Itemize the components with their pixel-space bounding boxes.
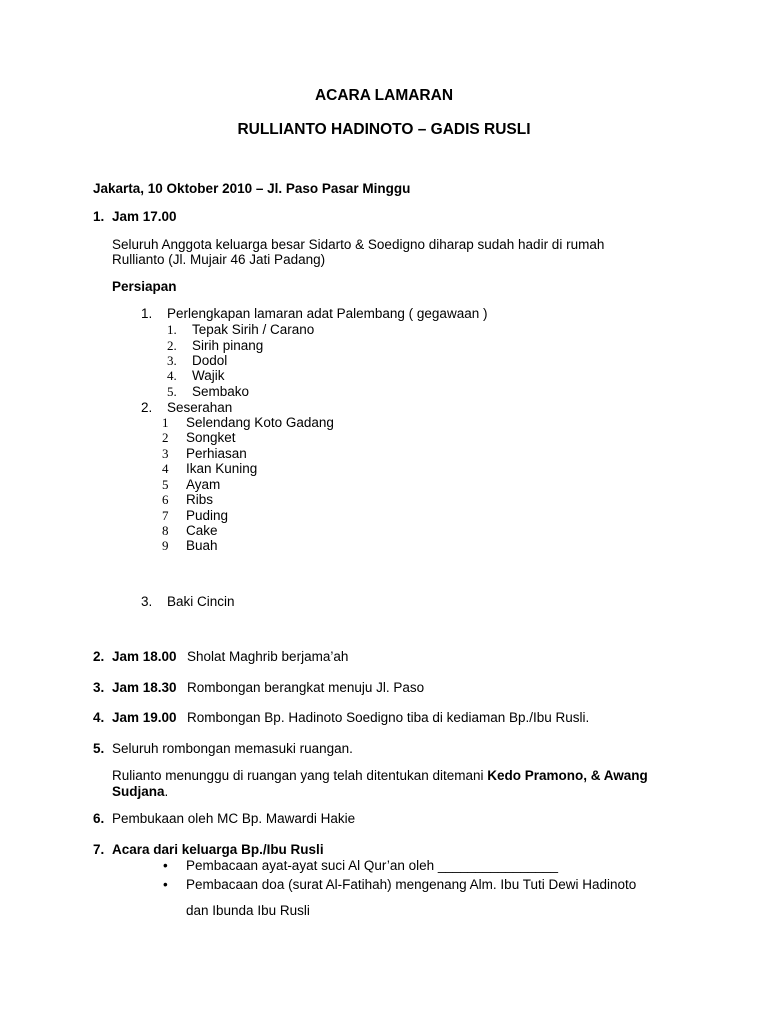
seserahan-number: 8 [162,523,169,538]
location-line: Jakarta, 10 Oktober 2010 – Jl. Paso Pasar Minggu [93,181,411,196]
gegawaan-item: Sirih pinang [192,338,264,353]
seserahan-item: Ribs [186,492,214,507]
section-7-bullet-2: Pembacaan doa (surat Al-Fatihah) mengenang Alm. Ibu Tuti Dewi Hadinoto [186,877,637,892]
section-1-number: 1. [93,209,105,224]
seserahan-item: Perhiasan [186,446,247,461]
section-1-time: Jam 17.00 [112,209,177,224]
section-4-text: Rombongan Bp. Hadinoto Soedigno tiba di kediaman Bp./Ibu Rusli. [187,710,590,725]
section-5-text: Seluruh rombongan memasuki ruangan. [112,741,353,756]
seserahan-number: 4 [162,461,169,476]
seserahan-number: 5 [162,477,169,492]
section-5-paragraph-line-1 [112,768,648,784]
seserahan-item: Ayam [186,477,221,492]
prep-item-label: Baki Cincin [167,594,235,609]
section-6-text: Pembukaan oleh MC Bp. Mawardi Hakie [112,811,356,826]
section-3-time: Jam 18.30 [112,680,177,695]
gegawaan-number: 4. [167,368,177,383]
section-2-text: Sholat Maghrib berjama’ah [187,649,349,664]
prep-item-label: Seserahan [167,400,233,415]
prep-item-number: 3. [141,594,153,609]
gegawaan-number: 5. [167,384,177,399]
section-5-number: 5. [93,741,105,756]
seserahan-number: 9 [162,538,169,553]
section-5-paragraph-text: Rulianto menunggu di ruangan yang telah ditentukan ditemani [112,768,488,783]
seserahan-number: 6 [162,492,169,507]
section-7-number: 7. [93,842,105,857]
prep-item-number: 1. [141,306,153,321]
section-7-bullet-1: Pembacaan ayat-ayat suci Al Qur’an oleh ________________ [186,858,559,873]
persiapan-heading: Persiapan [112,279,177,294]
seserahan-number: 3 [162,446,169,461]
section-4-number: 4. [93,710,105,725]
bullet-icon: • [163,877,168,892]
section-2-time: Jam 18.00 [112,649,177,664]
section-5-companion-bold: Sudjana [112,784,165,799]
section-3-text: Rombongan berangkat menuju Jl. Paso [187,680,425,695]
section-7-heading: Acara dari keluarga Bp./Ibu Rusli [112,842,324,857]
document-title: ACARA LAMARAN [314,87,454,104]
bullet-icon: • [163,858,168,873]
seserahan-number: 1 [162,415,169,430]
seserahan-item: Ikan Kuning [186,461,258,476]
seserahan-item: Cake [186,523,218,538]
document-subtitle: RULLIANTO HADINOTO – GADIS RUSLI [237,121,531,138]
section-1-desc-line-2: Rullianto (Jl. Mujair 46 Jati Padang) [112,252,326,267]
section-5-companions-bold: Kedo Pramono, & Awang [487,768,648,783]
gegawaan-item: Dodol [192,353,228,368]
prep-item-label: Perlengkapan lamaran adat Palembang ( gegawaan ) [167,306,488,321]
gegawaan-number: 2. [167,338,177,353]
section-3-number: 3. [93,680,105,695]
section-4-time: Jam 19.00 [112,710,177,725]
gegawaan-number: 3. [167,353,177,368]
section-2-number: 2. [93,649,105,664]
gegawaan-item: Sembako [192,384,250,399]
seserahan-number: 7 [162,508,169,523]
prep-item-number: 2. [141,400,153,415]
gegawaan-item: Wajik [192,368,225,383]
seserahan-item: Puding [186,508,229,523]
gegawaan-item: Tepak Sirih / Carano [192,322,315,337]
gegawaan-number: 1. [167,322,177,337]
section-7-bullet-2-continuation: dan Ibunda Ibu Rusli [186,903,310,918]
seserahan-item: Buah [186,538,218,553]
seserahan-item: Songket [186,430,236,445]
seserahan-number: 2 [162,430,169,445]
section-1-desc-line-1: Seluruh Anggota keluarga besar Sidarto & Soedigno diharap sudah hadir di rumah [112,237,605,252]
section-6-number: 6. [93,811,105,826]
seserahan-item: Selendang Koto Gadang [186,415,334,430]
section-5-paragraph-end: . [164,784,169,799]
section-5-paragraph-line-2 [112,784,168,800]
